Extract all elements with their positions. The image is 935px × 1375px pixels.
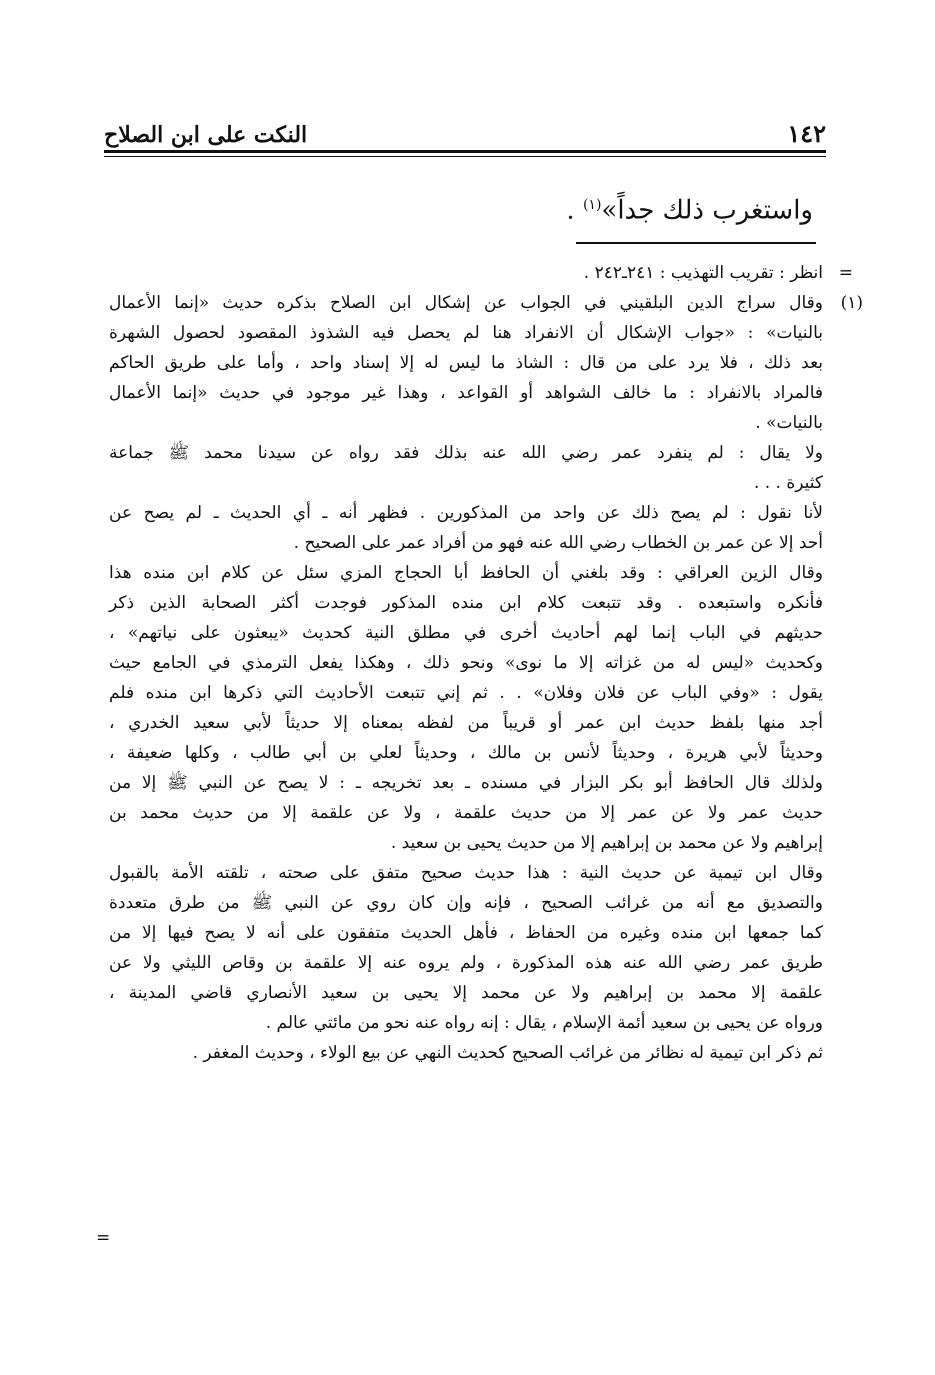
footnote-line: وكحديث «ليس له من غزاته إلا ما نوى» ونحو ذلك ، وهكذا يفعل الترمذي في الجامع حيث <box>109 653 823 673</box>
footnote-line: حديثهم في الباب إنما لهم أحاديث أخرى في مطلق النية كحديث «يبعثون على نياتهم» ، <box>109 623 823 643</box>
footnote-separator <box>576 242 816 244</box>
footnote-line: ولا يقال : لم ينفرد عمر رضي الله عنه بذلك فقد رواه عن سيدنا محمد ﷺ جماعة <box>109 443 823 463</box>
footnote-1 <box>109 288 863 1068</box>
footnote-line: وقال الزين العراقي : وقد بلغني أن الحافظ أبا الحجاج المزي سئل عن كلام ابن منده هذا <box>109 563 823 583</box>
footnote-line: بعد ذلك ، فلا يرد على من قال : الشاذ ما ليس له إلا إسناد واحد ، وأما على طريق الحاكم <box>109 353 823 373</box>
footnote-line: كما جمعها ابن منده وغيره من الحفاظ ، فأهل الحديث متفقون على أنه لا يصح فيها إلا من <box>109 923 823 943</box>
footnote-reference: (١) <box>582 197 602 213</box>
footnote-line: ورواه عن يحيى بن سعيد أئمة الإسلام ، يقال : إنه رواه عنه نحو من مائتي عالم . <box>265 1013 823 1033</box>
footnote-line: بالنيات» . <box>755 413 823 433</box>
footnote-1-marker: (١) <box>840 293 863 313</box>
footnote-line: والتصديق مع أنه من غرائب الصحيح ، فإنه وإن كان روي عن النبي ﷺ من طرق متعددة <box>109 893 823 913</box>
footnote-line: بالنيات» : «جواب الإشكال أن الانفراد هنا لم يحصل فيه الشذوذ المقصود لحصول الشهرة <box>109 323 823 343</box>
footnote-line: إبراهيم ولا عن محمد بن إبراهيم إلا من حديث يحيى بن سعيد . <box>390 833 823 853</box>
footnote-line: حديث عمر ولا عن عمر إلا من حديث علقمة ، ولا عن علقمة إلا من حديث محمد بن <box>109 803 823 823</box>
footnote-line: وحديثاً لأبي هريرة ، وحديثاً لأنس بن مالك ، وحديثاً لعلي بن أبي طالب ، وكلها ضعيفة ، <box>109 743 823 763</box>
main-text-tail: . <box>566 195 583 226</box>
page-header <box>104 114 826 148</box>
footnote-line: وقال سراج الدين البلقيني في الجواب عن إشكال ابن الصلاح بذكره حديث «إنما الأعمال <box>109 293 823 313</box>
continuation-marker: = <box>838 263 853 283</box>
footnotes-section <box>109 258 863 1068</box>
continued-footnote-text: انظر : تقريب التهذيب : ٢٤١ـ٢٤٢ . <box>583 263 823 283</box>
header-rule-thick <box>104 150 826 153</box>
continued-footnote <box>109 258 853 288</box>
footnote-line: أحد إلا عن عمر بن الخطاب رضي الله عنه فهو من أفراد عمر على الصحيح . <box>293 533 823 553</box>
main-text-body: واستغرب ذلك جداً» <box>601 195 813 226</box>
footnote-line: طريق عمر رضي الله عنه هذه المذكورة ، ولم يروه عنه إلا علقمة بن وقاص الليثي ولا عن <box>109 953 823 973</box>
footnote-line: ولذلك قال الحافظ أبو بكر البزار في مسنده ـ بعد تخريجه ـ : لا يصح عن النبي ﷺ إلا من <box>109 773 823 793</box>
footnote-line: كثيرة . . . <box>753 473 823 493</box>
main-text-line <box>566 183 813 233</box>
footnote-line: فأنكره واستبعده . وقد تتبعت كلام ابن منده المذكور فوجدت أكثر الصحابة الذين ذكر <box>109 593 823 613</box>
header-rule-thin <box>104 156 826 157</box>
footnote-line: علقمة إلا محمد بن إبراهيم ولا عن محمد إلا يحيى بن سعيد الأنصاري قاضي المدينة ، <box>109 983 823 1003</box>
footnote-line: وقال ابن تيمية عن حديث النية : هذا حديث صحيح متفق على صحته ، تلقته الأمة بالقبول <box>109 863 823 883</box>
bottom-continuation-marker: = <box>96 1228 111 1248</box>
footnote-line: لأنا نقول : لم يصح ذلك عن واحد من المذكورين . فظهر أنه ـ أي الحديث ـ لم يصح عن <box>109 503 823 523</box>
footnote-line: يقول : «وفي الباب عن فلان وفلان» . . ثم إني تتبعت الأحاديث التي ذكرها ابن منده فلم <box>109 683 823 703</box>
page-number: ١٤٢ <box>787 119 826 148</box>
footnote-line: ثم ذكر ابن تيمية له نظائر من غرائب الصحيح كحديث النهي عن بيع الولاء ، وحديث المغفر . <box>192 1043 823 1063</box>
footnote-line: أجد منها بلفظ حديث ابن عمر أو قريباً من لفظه بمعناه إلا حديثاً لأبي سعيد الخدري ، <box>109 713 823 733</box>
footnote-line: فالمراد بالانفراد : ما خالف الشواهد أو القواعد ، وهذا غير موجود في حديث «إنما الأعمال <box>109 383 823 403</box>
book-title: النكت على ابن الصلاح <box>104 122 308 148</box>
